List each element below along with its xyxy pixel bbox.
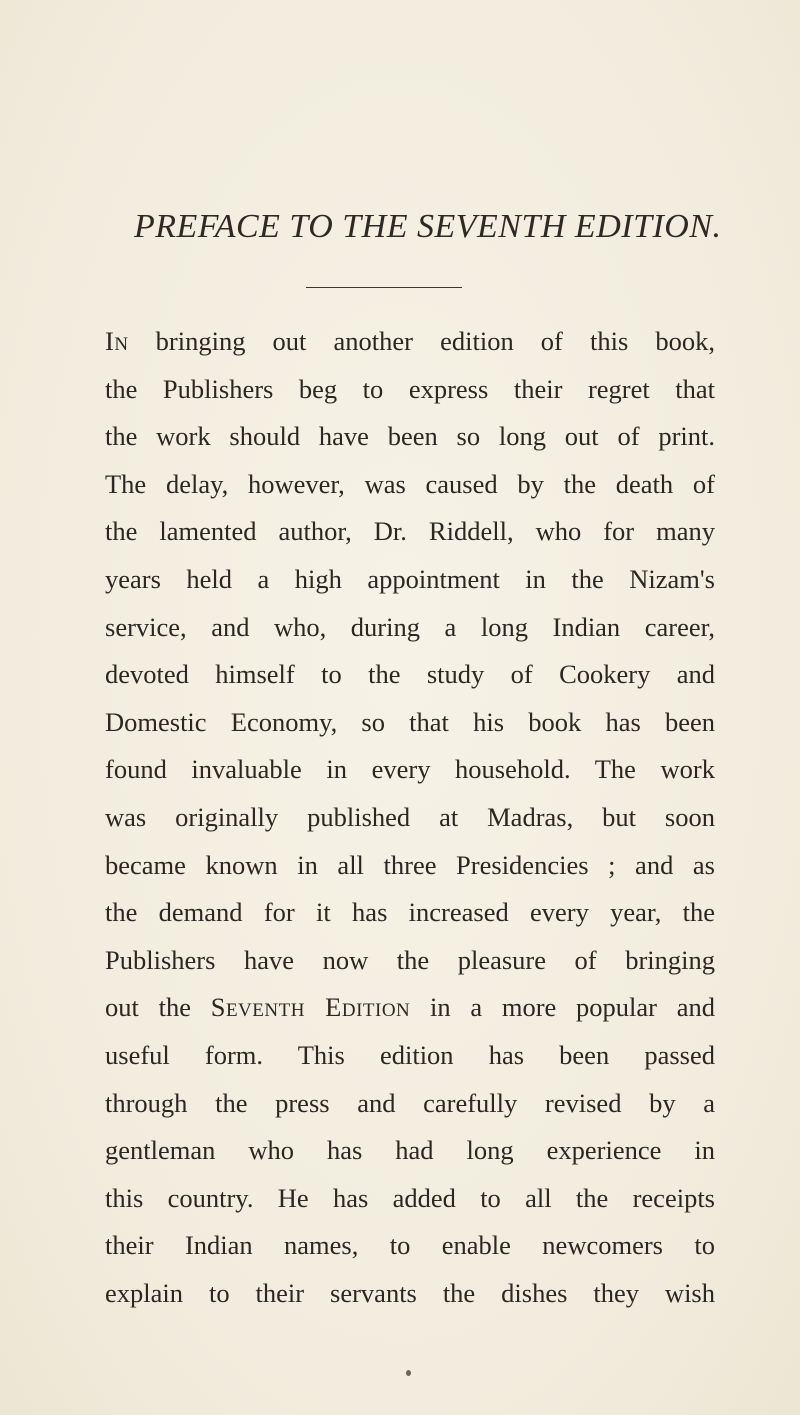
text-line: useful form. This edition has been passed [105,1039,715,1070]
ink-speck [406,1370,411,1376]
preface-paragraph [105,318,715,1317]
text-line: the Publishers beg to express their regret that [105,373,715,404]
text-line: the demand for it has increased every year, the [105,897,715,928]
text-line: through the press and carefully revised by a [105,1087,715,1118]
text-line: was originally published at Madras, but soon [105,801,715,832]
text-line [105,984,715,1032]
text-line: this country. He has added to all the receipts [105,1182,715,1213]
edition-name: Seventh Edition [210,992,411,1023]
text-line: became known in all three Presidencies ; and as [105,849,715,880]
text-line: found invaluable in every household. The work [105,754,715,785]
drop-word: In [105,326,129,356]
text-line: Publishers have now the pleasure of bringing [105,944,715,975]
text-line: gentleman who has had long experience in [105,1135,715,1166]
text-line: their Indian names, to enable newcomers to [105,1230,715,1261]
page-heading: PREFACE TO THE SEVENTH EDITION. [134,208,722,245]
text-line: The delay, however, was caused by the death of [105,468,715,499]
line-text: in a more popular and [410,992,715,1023]
text-line: service, and who, during a long Indian career, [105,611,715,642]
text-line: years held a high appointment in the Nizam's [105,563,715,594]
line-text: bringing out another edition of this book, [128,326,715,356]
heading-rule [306,287,462,288]
text-line: Domestic Economy, so that his book has been [105,706,715,737]
text-line: the work should have been so long out of print. [105,421,715,452]
text-line [105,318,715,366]
text-line: the lamented author, Dr. Riddell, who for many [105,516,715,547]
text-line: explain to their servants the dishes they wish [105,1277,715,1308]
text-line: devoted himself to the study of Cookery and [105,659,715,690]
line-text: out the [105,992,211,1023]
